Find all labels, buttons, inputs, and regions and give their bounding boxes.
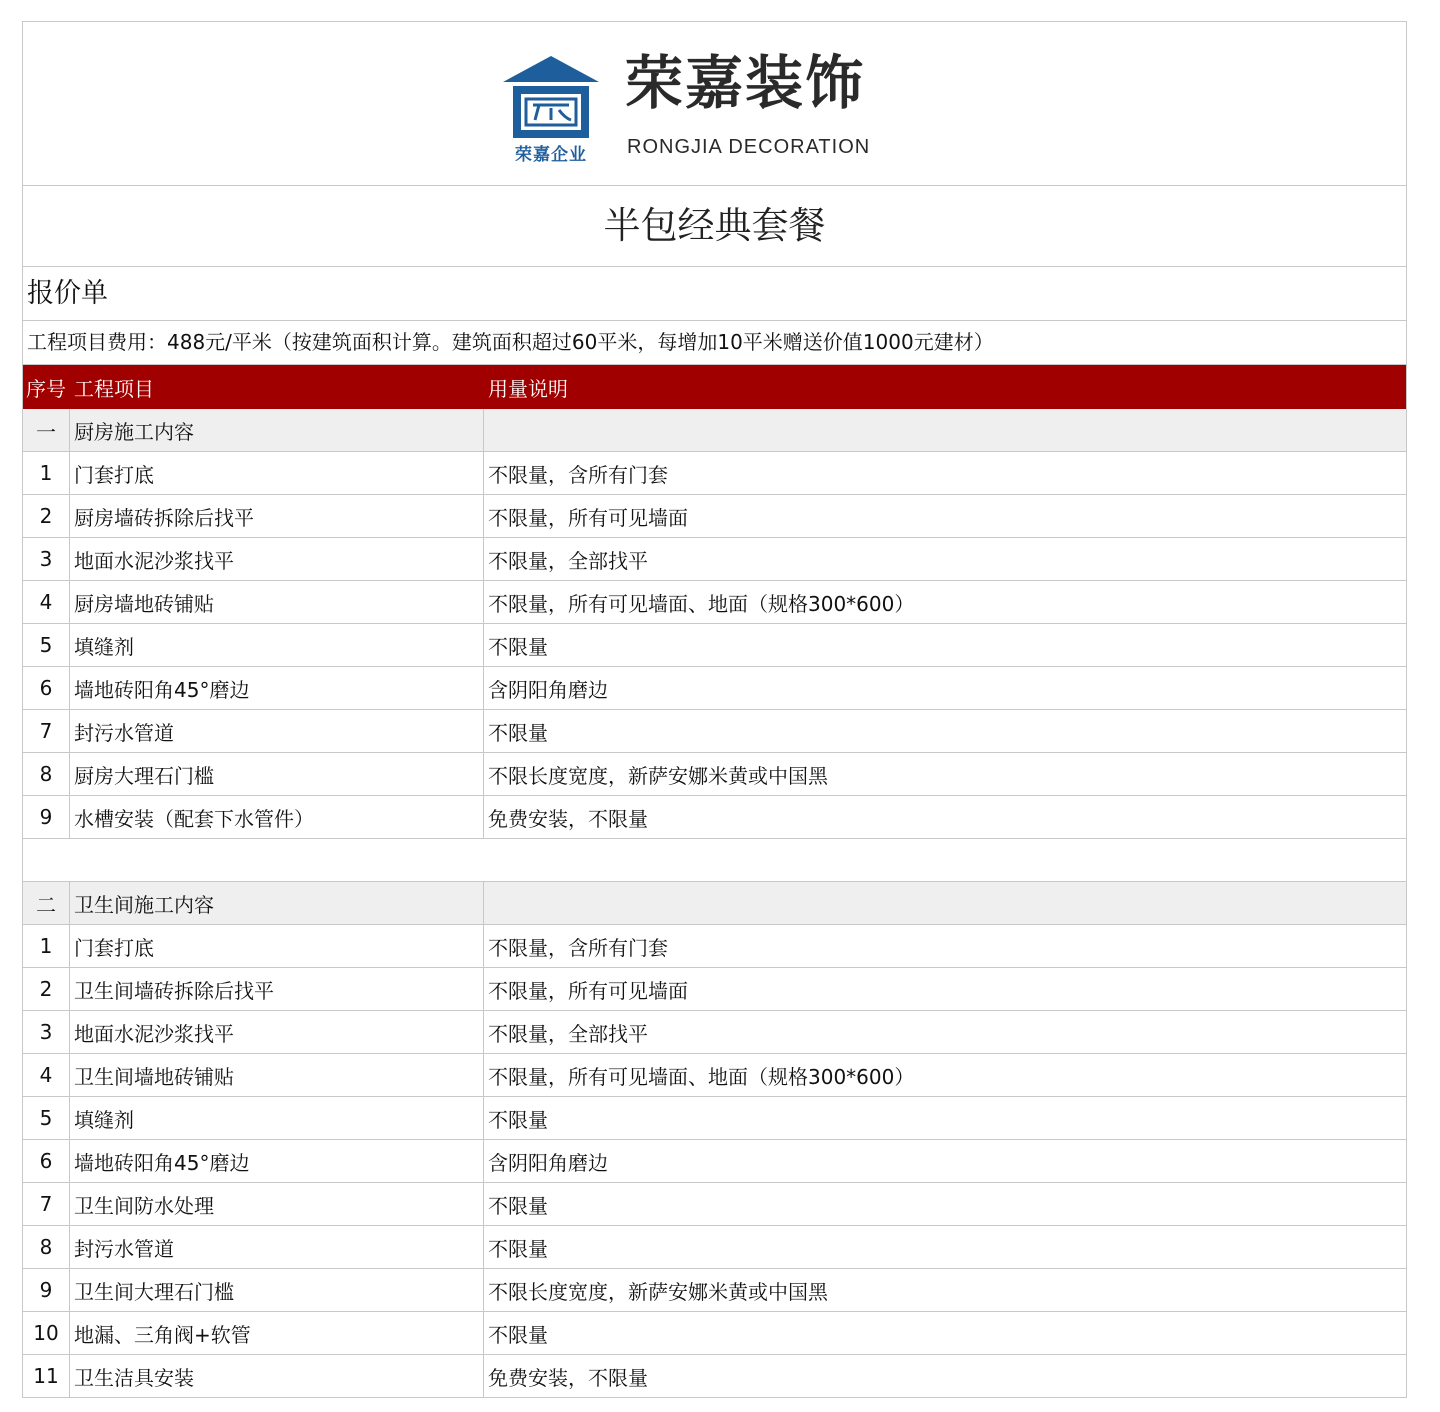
table-row	[23, 1226, 1406, 1269]
row-description: 免费安装，不限量	[484, 1355, 1407, 1398]
logo-row	[23, 22, 1406, 186]
row-item: 厨房大理石门槛	[70, 753, 484, 796]
logo-small-cn-text: 荣嘉企业	[515, 145, 587, 165]
row-description: 不限量	[484, 624, 1407, 667]
row-index: 1	[23, 452, 70, 495]
header-item: 工程项目	[70, 366, 484, 409]
section-index: 二	[23, 882, 70, 925]
row-description: 不限长度宽度，新萨安娜米黄或中国黑	[484, 1269, 1407, 1312]
table-row	[23, 753, 1406, 796]
table-row	[23, 925, 1406, 968]
table-row	[23, 452, 1406, 495]
fee-note: 工程项目费用：488元/平米（按建筑面积计算。建筑面积超过60平米，每增加10平米赠送价值1000元建材）	[23, 321, 1406, 365]
section-empty-cell	[484, 409, 1407, 452]
section-empty-cell	[484, 882, 1407, 925]
row-index: 7	[23, 1183, 70, 1226]
row-item: 墙地砖阳角45°磨边	[70, 667, 484, 710]
section-row-kitchen	[23, 409, 1406, 452]
table-row	[23, 1054, 1406, 1097]
row-description: 不限量，所有可见墙面、地面（规格300*600）	[484, 581, 1407, 624]
company-logo	[483, 32, 883, 170]
document-label: 报价单	[23, 267, 1406, 321]
row-item: 墙地砖阳角45°磨边	[70, 1140, 484, 1183]
table-row	[23, 624, 1406, 667]
row-description: 不限量	[484, 1183, 1407, 1226]
table-row	[23, 710, 1406, 753]
row-index: 11	[23, 1355, 70, 1398]
quote-table	[23, 365, 1406, 1398]
table-row	[23, 581, 1406, 624]
table-row	[23, 1140, 1406, 1183]
table-row	[23, 495, 1406, 538]
row-description: 不限量，所有可见墙面、地面（规格300*600）	[484, 1054, 1407, 1097]
row-description: 含阴阳角磨边	[484, 1140, 1407, 1183]
row-item: 门套打底	[70, 452, 484, 495]
header-description: 用量说明	[484, 366, 1407, 409]
row-index: 5	[23, 1097, 70, 1140]
section-row-bathroom	[23, 882, 1406, 925]
table-row	[23, 1097, 1406, 1140]
row-item: 卫生间墙砖拆除后找平	[70, 968, 484, 1011]
section-index: 一	[23, 409, 70, 452]
row-description: 不限量，全部找平	[484, 1011, 1407, 1054]
table-row	[23, 1355, 1406, 1398]
row-index: 6	[23, 667, 70, 710]
row-item: 填缝剂	[70, 1097, 484, 1140]
spacer-cell	[23, 839, 1406, 882]
row-index: 2	[23, 968, 70, 1011]
row-index: 10	[23, 1312, 70, 1355]
row-item: 卫生间墙地砖铺贴	[70, 1054, 484, 1097]
row-item: 填缝剂	[70, 624, 484, 667]
quote-sheet	[22, 21, 1407, 1398]
row-description: 含阴阳角磨边	[484, 667, 1407, 710]
logo-english-name: RONGJIA DECORATION	[627, 136, 871, 158]
row-item: 门套打底	[70, 925, 484, 968]
row-item: 地面水泥沙浆找平	[70, 538, 484, 581]
row-index: 8	[23, 1226, 70, 1269]
row-item: 卫生间防水处理	[70, 1183, 484, 1226]
spacer-row	[23, 839, 1406, 882]
row-description: 不限量，全部找平	[484, 538, 1407, 581]
row-index: 9	[23, 1269, 70, 1312]
row-item: 封污水管道	[70, 1226, 484, 1269]
row-index: 9	[23, 796, 70, 839]
row-index: 5	[23, 624, 70, 667]
row-description: 不限量，含所有门套	[484, 452, 1407, 495]
row-description: 不限量，含所有门套	[484, 925, 1407, 968]
table-row	[23, 538, 1406, 581]
section-title: 卫生间施工内容	[70, 882, 484, 925]
row-description: 不限量，所有可见墙面	[484, 968, 1407, 1011]
row-item: 卫生洁具安装	[70, 1355, 484, 1398]
row-item: 封污水管道	[70, 710, 484, 753]
row-index: 4	[23, 1054, 70, 1097]
table-row	[23, 1011, 1406, 1054]
row-description: 不限量	[484, 1097, 1407, 1140]
row-item: 地面水泥沙浆找平	[70, 1011, 484, 1054]
table-row	[23, 968, 1406, 1011]
row-index: 4	[23, 581, 70, 624]
row-description: 不限长度宽度，新萨安娜米黄或中国黑	[484, 753, 1407, 796]
row-description: 不限量	[484, 1312, 1407, 1355]
table-row	[23, 1312, 1406, 1355]
row-index: 1	[23, 925, 70, 968]
row-description: 不限量，所有可见墙面	[484, 495, 1407, 538]
row-index: 3	[23, 538, 70, 581]
row-index: 3	[23, 1011, 70, 1054]
row-item: 水槽安装（配套下水管件）	[70, 796, 484, 839]
row-description: 不限量	[484, 710, 1407, 753]
row-index: 6	[23, 1140, 70, 1183]
logo-company-name: 荣嘉装饰	[625, 49, 866, 117]
row-index: 7	[23, 710, 70, 753]
row-item: 厨房墙地砖铺贴	[70, 581, 484, 624]
section-title: 厨房施工内容	[70, 409, 484, 452]
row-index: 2	[23, 495, 70, 538]
row-item: 厨房墙砖拆除后找平	[70, 495, 484, 538]
row-item: 卫生间大理石门槛	[70, 1269, 484, 1312]
table-header-row	[23, 366, 1406, 409]
page-title: 半包经典套餐	[23, 186, 1406, 267]
table-row	[23, 667, 1406, 710]
row-item: 地漏、三角阀+软管	[70, 1312, 484, 1355]
row-description: 不限量	[484, 1226, 1407, 1269]
row-description: 免费安装，不限量	[484, 796, 1407, 839]
table-row	[23, 796, 1406, 839]
row-index: 8	[23, 753, 70, 796]
header-index: 序号	[23, 366, 70, 409]
table-row	[23, 1269, 1406, 1312]
table-row	[23, 1183, 1406, 1226]
